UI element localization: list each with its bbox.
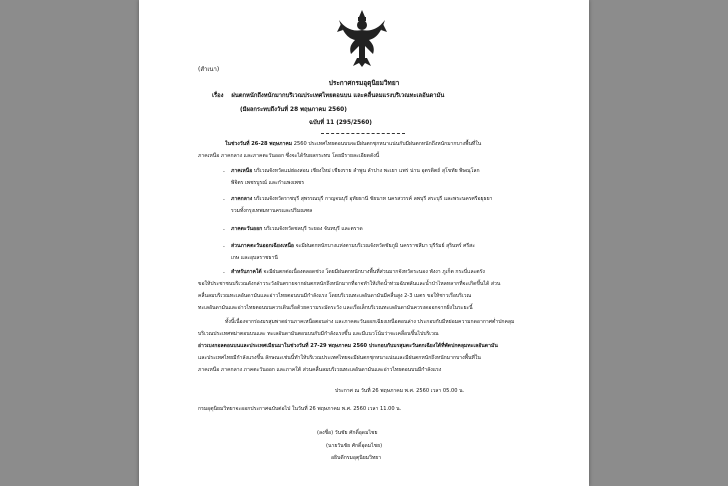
region-northeast-name: ส่วนภาคตะวันออกเฉียงเหนือ [231,243,294,249]
paragraph-1-date: ในช่วงวันที่ 26-28 พฤษภาคม [225,141,293,147]
closing-line-4: และประเทศไทยมีกำลังแรงขึ้น ลักษณะเช่นนี้ทำให้บริเวณประเทศไทยจะมีฝนตกชุกหนาแน่นและมีฝนตกหนักถึงหนักมากบางพื้นที่ใน [198,355,481,361]
region-central-line-2: รวมทั้งกรุงเทพมหานครและปริมณฑล [231,208,313,214]
region-north-line-1: ภาคเหนือ บริเวณจังหวัดแม่ฮ่องสอน เชียงใหม่ เชียงราย ลำพูน ลำปาง พะเยา แพร่ น่าน อุตรดิตถ์ สุโขทัย พิษณุโลก [231,168,480,174]
closing-line-2: บริเวณประเทศพม่าตอนบนและ ทะเลอันดามันตอนบนกับมีกำลังแรงขึ้น และมีแนวโน้มว่าจะเคลื่อนขึ้นไปบริเวณ [198,331,439,337]
bullet-icon: - [223,197,225,203]
garuda-emblem-icon [337,10,387,68]
closing-line-5: ภาคเหนือ ภาคกลาง ภาคตะวันออก และภาคใต้ ส่วนคลื่นลมบริเวณทะเลอันดามันและอ่าวไทยตอนบนมีกำลังแรง [198,367,442,373]
paragraph-1-text: 2560 ประเทศไทยตอนบนจะมีฝนตกชุกหนาแน่นกับมีฝนตกหนักถึงหนักมากบางพื้นที่ใน [293,141,482,147]
south-line-2: ขอให้ประชาชนบริเวณดังกล่าวระวังอันตรายจากฝนตกหนักถึงหนักมากที่อาจทำให้เกิดน้ำท่วมฉับพลันและน้ำป่าไหลหลากที่จะเกิดขึ้นได้ ส่วน [198,281,501,287]
signer-name: (นายวันชัย ศักดิ์อุดมไชย) [326,443,383,449]
copy-label: (สำเนา) [198,66,220,73]
next-issue-notice: กรมอุตุนิยมวิทยาจะออกประกาศฉบับต่อไป ในวันที่ 26 พฤษภาคม พ.ศ. 2560 เวลา 11.00 น. [198,406,402,412]
bullet-icon: - [223,244,225,250]
document-page [139,0,589,486]
region-north-name: ภาคเหนือ [231,168,253,174]
south-label: สำหรับภาคใต้ [231,269,262,275]
divider [321,133,405,134]
closing-line-1: ทั้งนี้เนื่องจากร่องมรสุมพาดผ่านภาคเหนือตอนล่าง และภาคตะวันออกเฉียงเหนือตอนล่าง ประกอบกับมีหย่อมความกดอากาศต่ำปกคลุม [225,319,515,325]
issue-number: ฉบับที่ 11 (295/2560) [309,120,372,126]
region-northeast-line-1: ส่วนภาคตะวันออกเฉียงเหนือ จะมีฝนตกหนักบางแห่งตามบริเวณจังหวัดชัยภูมิ นครราชสีมา บุรีรัมย์ สุรินทร์ ศรีสะ [231,243,475,249]
region-east-name: ภาคตะวันออก [231,226,263,232]
south-line-3: คลื่นลมบริเวณทะเลอันดามันและอ่าวไทยตอนบนมีกำลังแรง โดยบริเวณทะเลอันดามันมีคลื่นสูง 2-3 เมตร ขอให้ชาวเรือบริเวณ [198,293,472,299]
header-title: ประกาศกรมอุตุนิยมวิทยา [328,79,400,87]
subject-line [212,90,444,100]
region-central-line-1: ภาคกลาง บริเวณจังหวัดราชบุรี สุพรรณบุรี กาญจนบุรี อุทัยธานี ชัยนาท นครสวรรค์ ลพบุรี สระบุรี และพระนครศรีอยุธยา [231,196,493,202]
signer-title: อธิบดีกรมอุตุนิยมวิทยา [331,455,382,461]
south-line-4: ทะเลอันดามันและอ่าวไทยตอนบนควรเดินเรือด้วยความระมัดระวัง และเรือเล็กบริเวณทะเลอันดามันควรงดออกจากฝั่งในระยะนี้ [198,305,473,311]
region-north-line-2: พิจิตร เพชรบูรณ์ และกำแพงเพชร [231,180,305,186]
bullet-icon: - [223,169,225,175]
paragraph-1-line-1 [225,139,545,150]
subject-label: เรื่อง [212,93,224,99]
bullet-icon: - [223,227,225,233]
closing-line-3: อ่าวเบงกอลตอนบนและประเทศเมียนมาในช่วงวันที่ 27-29 พฤษภาคม 2560 ประกอบกับมรสุมตะวันตกเฉียงใต้ที่พัดปกคลุมทะเลอันดามัน [198,343,498,349]
south-line-1: สำหรับภาคใต้ จะมีฝนตกต่อเนื่องตลอดช่วง โดยมีฝนตกหนักบางพื้นที่ส่วนมากจังหวัดระนอง พังงา ภูเก็ต กระบี่และตรัง [231,269,485,275]
signature: (ลงชื่อ) วันชัย ศักดิ์อุดมไชย [317,430,378,436]
subject-text: ฝนตกหนักถึงหนักมากบริเวณประเทศไทยตอนบน และคลื่นลมแรงบริเวณทะเลอันดามัน [231,93,445,99]
region-northeast-line-2: เกษ และอุบลราชธานี [231,255,278,261]
bullet-icon: - [223,270,225,276]
announced-date: ประกาศ ณ วันที่ 26 พฤษภาคม พ.ศ. 2560 เวลา 05.00 น. [335,388,465,394]
subject-effect-line: (มีผลกระทบถึงวันที่ 28 พฤษภาคม 2560) [240,107,347,113]
paragraph-1-line-2: ภาคเหนือ ภาคกลาง และภาคตะวันออก ซึ่งจะได้รับผลกระทบ โดยมีรายละเอียดดังนี้ [198,153,380,159]
region-east-line-1: ภาคตะวันออก บริเวณจังหวัดชลบุรี ระยอง จันทบุรี และตราด [231,226,363,232]
region-central-name: ภาคกลาง [231,196,253,202]
